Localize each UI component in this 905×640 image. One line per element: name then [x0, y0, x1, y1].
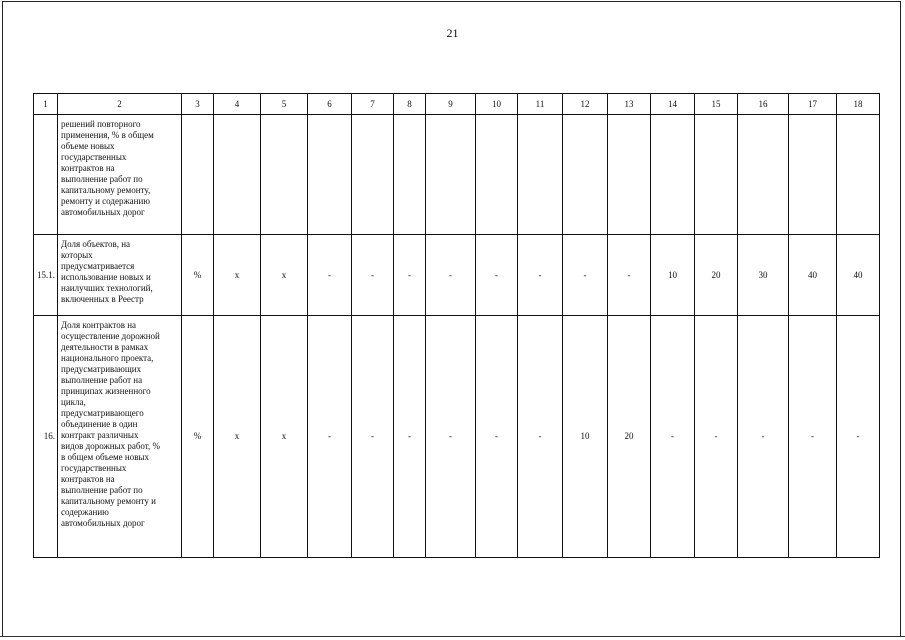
- indicator-name: решений повторного применения, % в общем объеме новых государственных контрактов на выполнение работ по капитальному ремонту, ремонту и содержанию автомобильных дорог: [58, 115, 182, 235]
- value-cell: [563, 115, 608, 235]
- header-cell: 12: [563, 94, 608, 115]
- value-cell: -: [563, 235, 608, 316]
- header-cell: 9: [426, 94, 476, 115]
- value-cell: 30: [738, 235, 789, 316]
- value-cell: [182, 115, 214, 235]
- value-cell: 40: [789, 235, 837, 316]
- value-cell: -: [352, 235, 394, 316]
- value-cell: 10: [651, 235, 695, 316]
- header-cell: 5: [261, 94, 308, 115]
- header-cell: 18: [837, 94, 880, 115]
- value-cell: -: [608, 235, 651, 316]
- value-cell: -: [426, 235, 476, 316]
- header-cell: 15: [695, 94, 738, 115]
- value-cell: -: [394, 316, 426, 558]
- value-cell: -: [394, 235, 426, 316]
- value-cell: -: [308, 235, 352, 316]
- value-cell: 20: [608, 316, 651, 558]
- value-cell: [426, 115, 476, 235]
- value-cell: 10: [563, 316, 608, 558]
- value-cell: %: [182, 235, 214, 316]
- value-cell: -: [426, 316, 476, 558]
- header-cell: 3: [182, 94, 214, 115]
- value-cell: -: [476, 316, 518, 558]
- value-cell: -: [789, 316, 837, 558]
- value-cell: x: [214, 316, 261, 558]
- value-cell: [651, 115, 695, 235]
- value-cell: [789, 115, 837, 235]
- value-cell: [476, 115, 518, 235]
- value-cell: [608, 115, 651, 235]
- value-cell: %: [182, 316, 214, 558]
- header-cell: 14: [651, 94, 695, 115]
- value-cell: -: [518, 316, 563, 558]
- header-cell: 6: [308, 94, 352, 115]
- value-cell: [214, 115, 261, 235]
- indicator-name: Доля контрактов на осуществление дорожной деятельности в рамках национального проекта, предусматривающих выполнение работ на принципах жизненного цикла, предусматривающего объединение в один контракт различных видов дорожных работ, % в общем объеме новых государственных контрактов на выполнение работ по капитальному ремонту и содержанию автомобильных дорог: [58, 316, 182, 558]
- value-cell: -: [837, 316, 880, 558]
- indicator-table: [33, 93, 880, 558]
- header-cell: 8: [394, 94, 426, 115]
- header-cell: 17: [789, 94, 837, 115]
- row-number: 16.: [34, 316, 58, 558]
- header-cell: 2: [58, 94, 182, 115]
- header-cell: 7: [352, 94, 394, 115]
- value-cell: [394, 115, 426, 235]
- value-cell: -: [695, 316, 738, 558]
- value-cell: [308, 115, 352, 235]
- indicator-name: Доля объектов, на которых предусматривается использование новых и наилучших технологий, включенных в Реестр: [58, 235, 182, 316]
- header-cell: 10: [476, 94, 518, 115]
- value-cell: 20: [695, 235, 738, 316]
- value-cell: x: [214, 235, 261, 316]
- value-cell: -: [352, 316, 394, 558]
- row-number: [34, 115, 58, 235]
- table-row: [34, 316, 880, 558]
- value-cell: [695, 115, 738, 235]
- value-cell: [352, 115, 394, 235]
- value-cell: x: [261, 235, 308, 316]
- value-cell: -: [308, 316, 352, 558]
- header-cell: 1: [34, 94, 58, 115]
- page-bottom-rule: [0, 636, 905, 637]
- header-cell: 4: [214, 94, 261, 115]
- value-cell: [837, 115, 880, 235]
- row-number: 15.1.: [34, 235, 58, 316]
- value-cell: [518, 115, 563, 235]
- value-cell: -: [476, 235, 518, 316]
- value-cell: -: [738, 316, 789, 558]
- table-row: [34, 115, 880, 235]
- header-cell: 16: [738, 94, 789, 115]
- value-cell: [261, 115, 308, 235]
- value-cell: -: [518, 235, 563, 316]
- value-cell: [738, 115, 789, 235]
- header-row: [34, 94, 880, 115]
- header-cell: 11: [518, 94, 563, 115]
- value-cell: x: [261, 316, 308, 558]
- page-number: 21: [446, 26, 459, 40]
- value-cell: -: [651, 316, 695, 558]
- table-row: [34, 235, 880, 316]
- header-cell: 13: [608, 94, 651, 115]
- value-cell: 40: [837, 235, 880, 316]
